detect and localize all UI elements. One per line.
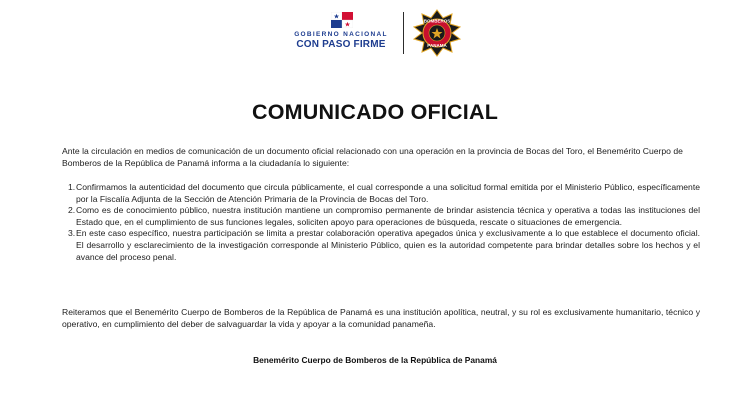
gov-logo-line2: CON PASO FIRME	[296, 39, 386, 50]
list-item-number: 1.	[68, 182, 76, 192]
header	[0, 8, 750, 58]
page-title: COMUNICADO OFICIAL	[251, 100, 499, 124]
list-item-text: Como es de conocimiento público, nuestra institución mantiene un compromiso permanente de brindar asistencia técnica y operativa a todas las instituciones del Estado que, en el cumplimiento de sus funciones legales, soliciten apoyo para operaciones de búsqueda, rescate o situaciones de emergencia.	[76, 205, 700, 227]
list-item-text: Confirmamos la autenticidad del documento que circula públicamente, el cual corresponde a una solicitud formal emitida por el Ministerio Público, específicamente por la Fiscalía Adjunta de la Sección de Atención Primaria de la Provincia de Bocas del Toro.	[76, 182, 700, 204]
list-item-number: 2.	[68, 205, 76, 216]
signature: Benemérito Cuerpo de Bomberos de la República de Panamá	[253, 355, 497, 365]
bomberos-badge-icon	[412, 8, 462, 58]
gov-logo-line1: GOBIERNO NACIONAL	[294, 31, 388, 38]
logo-divider	[403, 12, 404, 54]
closing-paragraph: Reiteramos que el Benemérito Cuerpo de Bomberos de la República de Panamá es una institución apolítica, neutral, y su rol es exclusivamente humanitario, técnico y operativo, en cumplimiento del deber de salvaguardar la vida y apoyar a la comunidad panameña.	[62, 307, 700, 329]
list-item	[62, 182, 700, 205]
intro-paragraph: Ante la circulación en medios de comunicación de un documento oficial relacionado con una operación en la provincia de Bocas del Toro, el Benemérito Cuerpo de Bomberos de la República de Panamá informa a la ciudadanía lo siguiente:	[62, 146, 683, 168]
list-item	[62, 228, 700, 263]
gobierno-nacional-logo	[281, 12, 401, 56]
list-item	[62, 205, 700, 228]
list-item-text: En este caso específico, nuestra participación se limita a prestar colaboración operativa apegados única y exclusivamente a lo que establece el documento oficial. El desarrollo y esclarecimiento de la investigación corresponde al Ministerio Público, quien es la autoridad competente para brindar detalles sobre los hechos y el avance del proceso penal.	[76, 228, 700, 262]
badge-text-bottom: PANAMÁ	[427, 43, 447, 48]
badge-text-top: BOMBEROS	[423, 18, 451, 24]
panama-flag-icon	[331, 12, 353, 28]
numbered-list	[62, 182, 700, 263]
list-item-number: 3.	[68, 228, 76, 239]
